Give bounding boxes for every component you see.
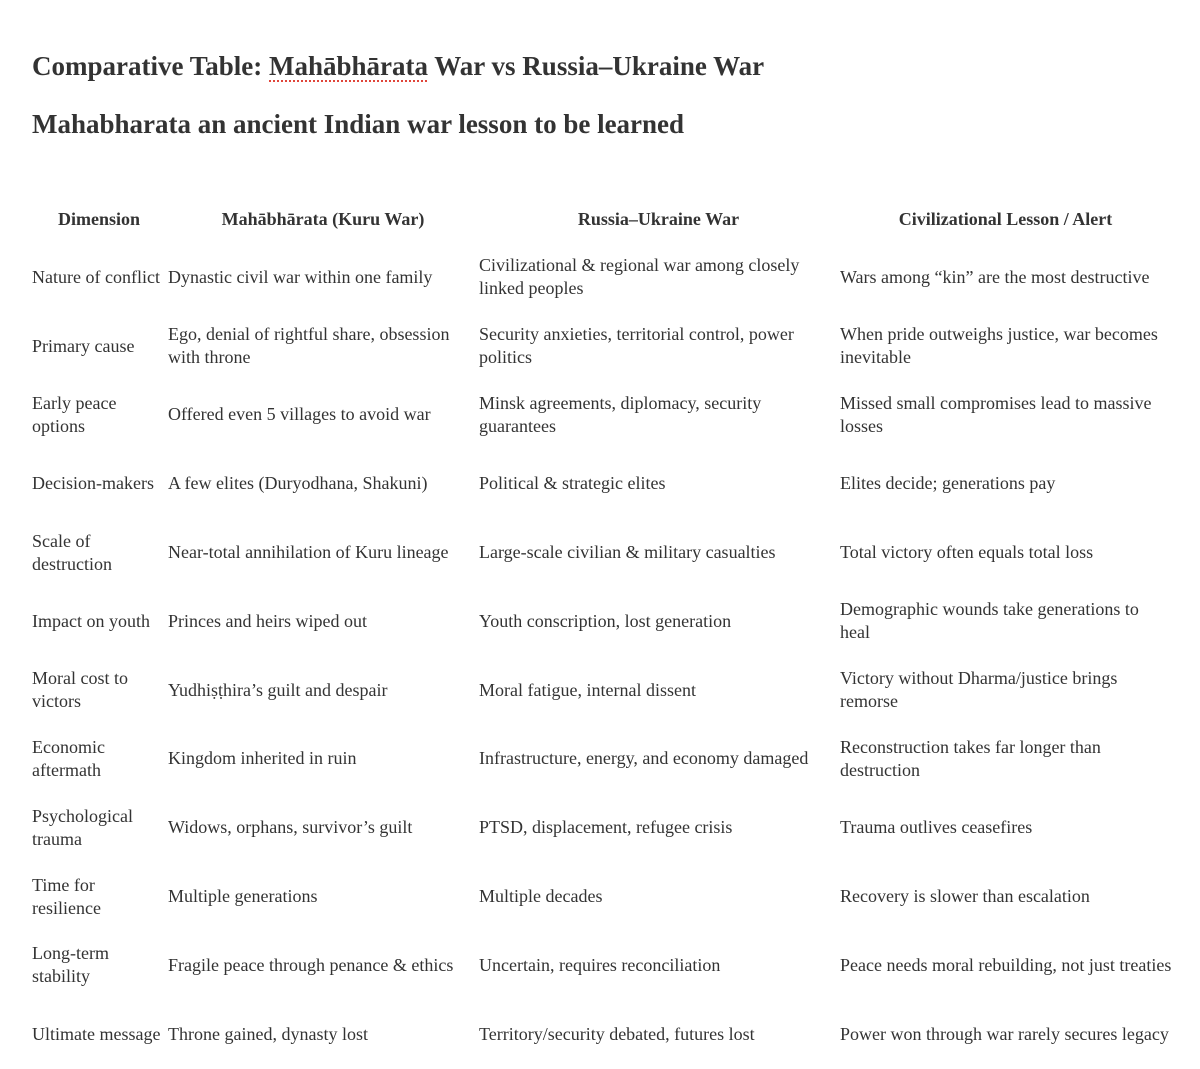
cell-russia-ukraine: Youth conscription, lost generation [479,610,732,631]
cell-mahabharata: Fragile peace through penance & ethics [168,954,454,975]
cell-dimension [30,449,168,518]
cell-lesson: Power won through war rarely secures legacy [840,1023,1169,1044]
table-row [30,1000,1172,1069]
cell-russia-ukraine: Moral fatigue, internal dissent [479,679,696,700]
dimension-line: options [32,415,86,436]
table-row [30,312,1172,381]
cell-lesson: When pride outweighs justice, war becomes inevitable [840,324,1158,368]
dimension-line: aftermath [32,759,101,780]
cell-mahabharata: A few elites (Duryodhana, Shakuni) [168,473,428,494]
cell-dimension [30,656,168,725]
cell-russia-ukraine: Infrastructure, energy, and economy damaged [479,748,809,769]
dimension-line: Decision-makers [32,473,154,494]
cell-lesson: Trauma outlives ceasefires [840,817,1033,838]
cell-dimension [30,1000,168,1069]
cell-mahabharata: Dynastic civil war within one family [168,266,433,287]
cell-russia-ukraine: Political & strategic elites [479,473,666,494]
title-suffix: War vs Russia–Ukraine War [428,51,765,81]
column-header-dimension: Dimension [57,209,140,229]
cell-russia-ukraine: PTSD, displacement, refugee crisis [479,817,733,838]
dimension-line: victors [32,691,81,712]
cell-dimension [30,862,168,931]
cell-dimension [30,931,168,1000]
dimension-line: Economic [32,736,105,757]
cell-mahabharata: Widows, orphans, survivor’s guilt [168,817,413,838]
table-row [30,518,1172,587]
table-row [30,656,1172,725]
cell-lesson: Demographic wounds take generations to heal [840,599,1139,643]
table-row [30,931,1172,1000]
cell-mahabharata: Yudhiṣṭhira’s guilt and despair [168,679,388,700]
page-subtitle: Mahabharata an ancient Indian war lesson to be learned [32,109,685,139]
dimension-line: Time for [32,874,95,895]
cell-russia-ukraine: Large-scale civilian & military casualties [479,542,776,563]
dimension-line: trauma [32,828,82,849]
cell-dimension [30,725,168,794]
cell-dimension [30,312,168,381]
cell-mahabharata: Near-total annihilation of Kuru lineage [168,542,449,563]
cell-mahabharata: Offered even 5 villages to avoid war [168,404,431,425]
cell-lesson: Missed small compromises lead to massive losses [840,392,1152,436]
cell-russia-ukraine: Minsk agreements, diplomacy, security guarantees [479,392,762,436]
table-row [30,725,1172,794]
cell-dimension [30,381,168,450]
table-row [30,243,1172,312]
dimension-line: Moral cost to [32,668,128,689]
table-row [30,449,1172,518]
dimension-line: Early peace [32,392,117,413]
cell-mahabharata: Kingdom inherited in ruin [168,748,357,769]
cell-dimension [30,243,168,312]
cell-russia-ukraine: Multiple decades [479,886,603,907]
table-row [30,587,1172,656]
column-header-lesson: Civilizational Lesson / Alert [898,209,1113,229]
comparison-table [30,195,1172,1069]
table-row [30,862,1172,931]
page-title [32,50,764,82]
cell-russia-ukraine: Territory/security debated, futures lost [479,1023,755,1044]
cell-mahabharata: Princes and heirs wiped out [168,610,367,631]
column-header-mahabharata: Mahābhārata (Kuru War) [221,209,425,229]
cell-mahabharata: Ego, denial of rightful share, obsession with throne [168,324,450,368]
dimension-line: Impact on youth [32,610,150,631]
cell-dimension [30,518,168,587]
table-row [30,381,1172,450]
dimension-line: destruction [32,553,112,574]
dimension-line: Long-term [32,943,109,964]
cell-dimension [30,587,168,656]
cell-russia-ukraine: Civilizational & regional war among closely linked peoples [479,255,800,299]
cell-lesson: Victory without Dharma/justice brings remorse [840,668,1118,712]
cell-lesson: Elites decide; generations pay [840,473,1056,494]
cell-mahabharata: Multiple generations [168,886,318,907]
dimension-line: Scale of [32,530,91,551]
table-body [30,243,1172,1069]
cell-lesson: Total victory often equals total loss [840,542,1094,563]
table-row [30,793,1172,862]
dimension-line: resilience [32,897,101,918]
table-header-row [30,195,1172,243]
dimension-line: Psychological [32,805,133,826]
cell-lesson: Reconstruction takes far longer than destruction [840,736,1101,780]
title-highlight: Mahābhārata [269,51,429,81]
cell-russia-ukraine: Uncertain, requires reconciliation [479,954,721,975]
dimension-line: Nature of conflict [32,266,160,287]
cell-lesson: Peace needs moral rebuilding, not just treaties [840,954,1172,975]
cell-lesson: Recovery is slower than escalation [840,886,1090,907]
dimension-line: stability [32,966,90,987]
cell-russia-ukraine: Security anxieties, territorial control, power politics [479,324,794,368]
cell-mahabharata: Throne gained, dynasty lost [168,1023,368,1044]
cell-dimension [30,793,168,862]
dimension-line: Primary cause [32,335,135,356]
title-prefix: Comparative Table: [32,51,270,81]
column-header-russia-ukraine: Russia–Ukraine War [577,209,740,229]
cell-lesson: Wars among “kin” are the most destructive [840,266,1150,287]
dimension-line: Ultimate message [32,1023,161,1044]
